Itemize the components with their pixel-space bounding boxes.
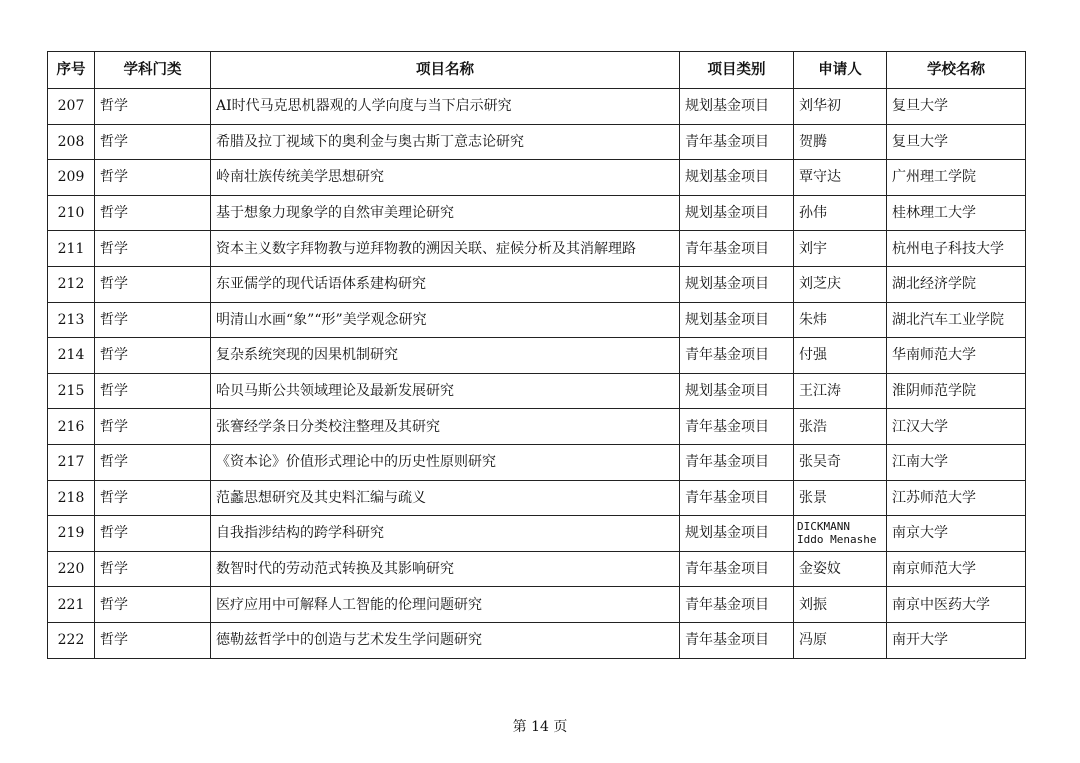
cell-type: 青年基金项目 [680,124,794,160]
cell-title: 哈贝马斯公共领域理论及最新发展研究 [211,373,680,409]
cell-applicant: 张景 [794,480,887,516]
cell-school: 湖北汽车工业学院 [887,302,1026,338]
cell-applicant: 张吴奇 [794,444,887,480]
cell-school: 江汉大学 [887,409,1026,445]
cell-school: 湖北经济学院 [887,266,1026,302]
cell-applicant: 付强 [794,338,887,374]
cell-no: 210 [48,195,95,231]
cell-no: 216 [48,409,95,445]
cell-school: 杭州电子科技大学 [887,231,1026,267]
cell-applicant: 王江涛 [794,373,887,409]
cell-field: 哲学 [95,89,211,125]
table-row [48,89,1026,125]
page-number: 第 14 页 [512,719,568,735]
cell-no: 222 [48,622,95,658]
cell-applicant: 刘振 [794,587,887,623]
cell-title: 范蠡思想研究及其史料汇编与疏义 [211,480,680,516]
cell-title: 张謇经学条日分类校注整理及其研究 [211,409,680,445]
cell-field: 哲学 [95,338,211,374]
header-field: 学科门类 [95,52,211,89]
cell-title: 明清山水画“象”“形”美学观念研究 [211,302,680,338]
cell-applicant: DICKMANN Iddo Menashe [794,516,887,552]
cell-title: 岭南壮族传统美学思想研究 [211,160,680,196]
cell-applicant: 冯原 [794,622,887,658]
table-header [48,52,1026,89]
table-row [48,480,1026,516]
cell-type: 青年基金项目 [680,409,794,445]
header-school: 学校名称 [887,52,1026,89]
table-row [48,338,1026,374]
table-row [48,622,1026,658]
table-row [48,231,1026,267]
header-type: 项目类别 [680,52,794,89]
cell-no: 217 [48,444,95,480]
cell-applicant: 覃守达 [794,160,887,196]
table-row [48,551,1026,587]
table-row [48,444,1026,480]
table-row [48,302,1026,338]
cell-applicant: 贺腾 [794,124,887,160]
cell-no: 220 [48,551,95,587]
cell-school: 江苏师范大学 [887,480,1026,516]
cell-field: 哲学 [95,195,211,231]
cell-no: 211 [48,231,95,267]
cell-school: 华南师范大学 [887,338,1026,374]
cell-field: 哲学 [95,480,211,516]
header-row [48,52,1026,89]
cell-type: 规划基金项目 [680,302,794,338]
cell-title: 医疗应用中可解释人工智能的伦理问题研究 [211,587,680,623]
cell-no: 208 [48,124,95,160]
cell-field: 哲学 [95,302,211,338]
cell-no: 214 [48,338,95,374]
cell-applicant: 刘芝庆 [794,266,887,302]
cell-applicant: 刘华初 [794,89,887,125]
table-row [48,587,1026,623]
cell-field: 哲学 [95,622,211,658]
cell-title: 德勒兹哲学中的创造与艺术发生学问题研究 [211,622,680,658]
cell-no: 209 [48,160,95,196]
cell-title: 数智时代的劳动范式转换及其影响研究 [211,551,680,587]
cell-school: 淮阴师范学院 [887,373,1026,409]
cell-title: 复杂系统突现的因果机制研究 [211,338,680,374]
cell-type: 青年基金项目 [680,231,794,267]
cell-no: 213 [48,302,95,338]
table-row [48,266,1026,302]
table-row [48,195,1026,231]
cell-type: 青年基金项目 [680,551,794,587]
cell-type: 青年基金项目 [680,480,794,516]
cell-school: 南京大学 [887,516,1026,552]
cell-field: 哲学 [95,551,211,587]
cell-applicant: 金姿妏 [794,551,887,587]
cell-type: 青年基金项目 [680,622,794,658]
cell-type: 规划基金项目 [680,516,794,552]
cell-type: 规划基金项目 [680,195,794,231]
grant-project-table [47,51,1026,659]
cell-school: 南京师范大学 [887,551,1026,587]
cell-no: 215 [48,373,95,409]
cell-no: 221 [48,587,95,623]
cell-title: 资本主义数字拜物教与逆拜物教的溯因关联、症候分析及其消解理路 [211,231,680,267]
cell-type: 青年基金项目 [680,444,794,480]
cell-type: 规划基金项目 [680,266,794,302]
table-row [48,373,1026,409]
cell-applicant: 孙伟 [794,195,887,231]
cell-no: 218 [48,480,95,516]
cell-applicant: 张浩 [794,409,887,445]
cell-field: 哲学 [95,444,211,480]
cell-field: 哲学 [95,160,211,196]
table-row [48,124,1026,160]
cell-title: 《资本论》价值形式理论中的历史性原则研究 [211,444,680,480]
cell-title: 希腊及拉丁视域下的奥利金与奥古斯丁意志论研究 [211,124,680,160]
cell-field: 哲学 [95,124,211,160]
cell-type: 规划基金项目 [680,373,794,409]
table-body [48,89,1026,659]
cell-field: 哲学 [95,373,211,409]
cell-no: 212 [48,266,95,302]
cell-title: 基于想象力现象学的自然审美理论研究 [211,195,680,231]
cell-field: 哲学 [95,409,211,445]
header-applicant: 申请人 [794,52,887,89]
cell-school: 复旦大学 [887,124,1026,160]
cell-school: 南京中医药大学 [887,587,1026,623]
cell-field: 哲学 [95,587,211,623]
table-row [48,409,1026,445]
cell-no: 207 [48,89,95,125]
cell-school: 复旦大学 [887,89,1026,125]
cell-school: 南开大学 [887,622,1026,658]
cell-field: 哲学 [95,231,211,267]
cell-school: 桂林理工大学 [887,195,1026,231]
cell-type: 青年基金项目 [680,338,794,374]
cell-field: 哲学 [95,516,211,552]
cell-school: 江南大学 [887,444,1026,480]
cell-type: 规划基金项目 [680,160,794,196]
cell-title: 自我指涉结构的跨学科研究 [211,516,680,552]
cell-field: 哲学 [95,266,211,302]
cell-type: 青年基金项目 [680,587,794,623]
cell-applicant: 刘宇 [794,231,887,267]
cell-title: AI时代马克思机器观的人学向度与当下启示研究 [211,89,680,125]
header-no: 序号 [48,52,95,89]
table-row [48,160,1026,196]
header-title: 项目名称 [211,52,680,89]
cell-applicant: 朱炜 [794,302,887,338]
cell-type: 规划基金项目 [680,89,794,125]
cell-title: 东亚儒学的现代话语体系建构研究 [211,266,680,302]
cell-no: 219 [48,516,95,552]
table-row [48,516,1026,552]
cell-school: 广州理工学院 [887,160,1026,196]
